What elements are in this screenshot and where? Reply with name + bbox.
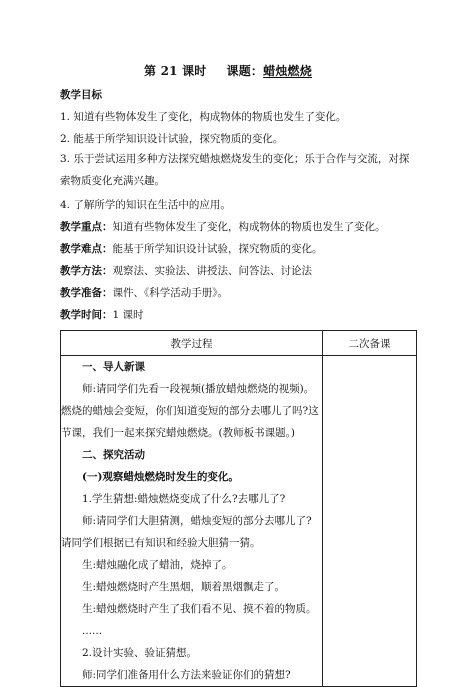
goal-item: 3. 乐于尝试运用多种方法探究蜡烛燃烧发生的变化；乐于合作与交流，对探索物质变化充满兴趣。 [60, 153, 410, 187]
list-item: 1.学生猜想:蜡烛燃烧变成了什么?去哪儿了? [82, 493, 286, 505]
key-point: 教学重点：知道有些物体发生了变化，构成物体的物质也发生了变化。 [60, 221, 386, 233]
goals-heading: 教学目标 [60, 89, 102, 101]
activity-sub1: (一)观察蜡烛燃烧时发生的变化。 [82, 471, 239, 483]
header-process: 教学过程 [61, 331, 323, 356]
goal-item: 2. 能基于所学知识设计试验，探究物质的变化。 [60, 133, 284, 145]
topic-label: 课题： [226, 64, 264, 78]
list-item: 生:蜡烛燃烧时产生黑烟，顺着黑烟飘走了。 [82, 581, 286, 593]
goal-item: 1. 知道有些物体发生了变化，构成物体的物质也发生了变化。 [60, 111, 347, 123]
lesson-number: 第 21 课时 [144, 64, 207, 78]
list-item: ...... [82, 625, 103, 637]
teaching-prep: 教学准备：课件、《科学活动手册》。 [60, 287, 228, 299]
list-item: 师:请同学们大胆猜测，蜡烛变短的部分去哪儿了?请同学们根据已有知识和经验大胆猜一猜。 [61, 515, 312, 549]
process-cell [61, 356, 323, 687]
second-prep-cell [323, 356, 417, 687]
difficult-point: 教学难点：能基于所学知识设计试验，探究物质的变化。 [60, 243, 323, 255]
list-item: 师:同学们准备用什么方法来验证你们的猜想? [82, 669, 291, 681]
lesson-title [0, 62, 474, 79]
section-activity: 二、探究活动 [82, 449, 145, 461]
process-table [60, 330, 417, 687]
header-second-prep: 二次备课 [323, 331, 417, 356]
list-item: 生:蜡烛燃烧时产生了我们看不见、摸不着的物质。 [82, 603, 317, 615]
section-intro: 一、导人新课 [82, 361, 145, 373]
topic-name: 蜡烛燃烧 [263, 64, 312, 78]
goal-item: 4. 了解所学的知识在生活中的应用。 [60, 199, 231, 211]
intro-text: 师:请同学们先看一段视频(播放蜡烛燃烧的视频)。燃烧的蜡烛会变短，你们知道变短的部分去哪儿了吗?这节课，我们一起来探究蜡烛燃烧。(教师板书课题。) [61, 383, 319, 439]
list-item: 生:蜡烛融化成了蜡油，烧掉了。 [82, 559, 233, 571]
teaching-time: 教学时间：1 课时 [60, 309, 144, 321]
list-item: 2.设计实验、验证猜想。 [82, 647, 198, 659]
teaching-methods: 教学方法：观察法、实验法、讲授法、问答法、讨论法 [60, 265, 312, 277]
